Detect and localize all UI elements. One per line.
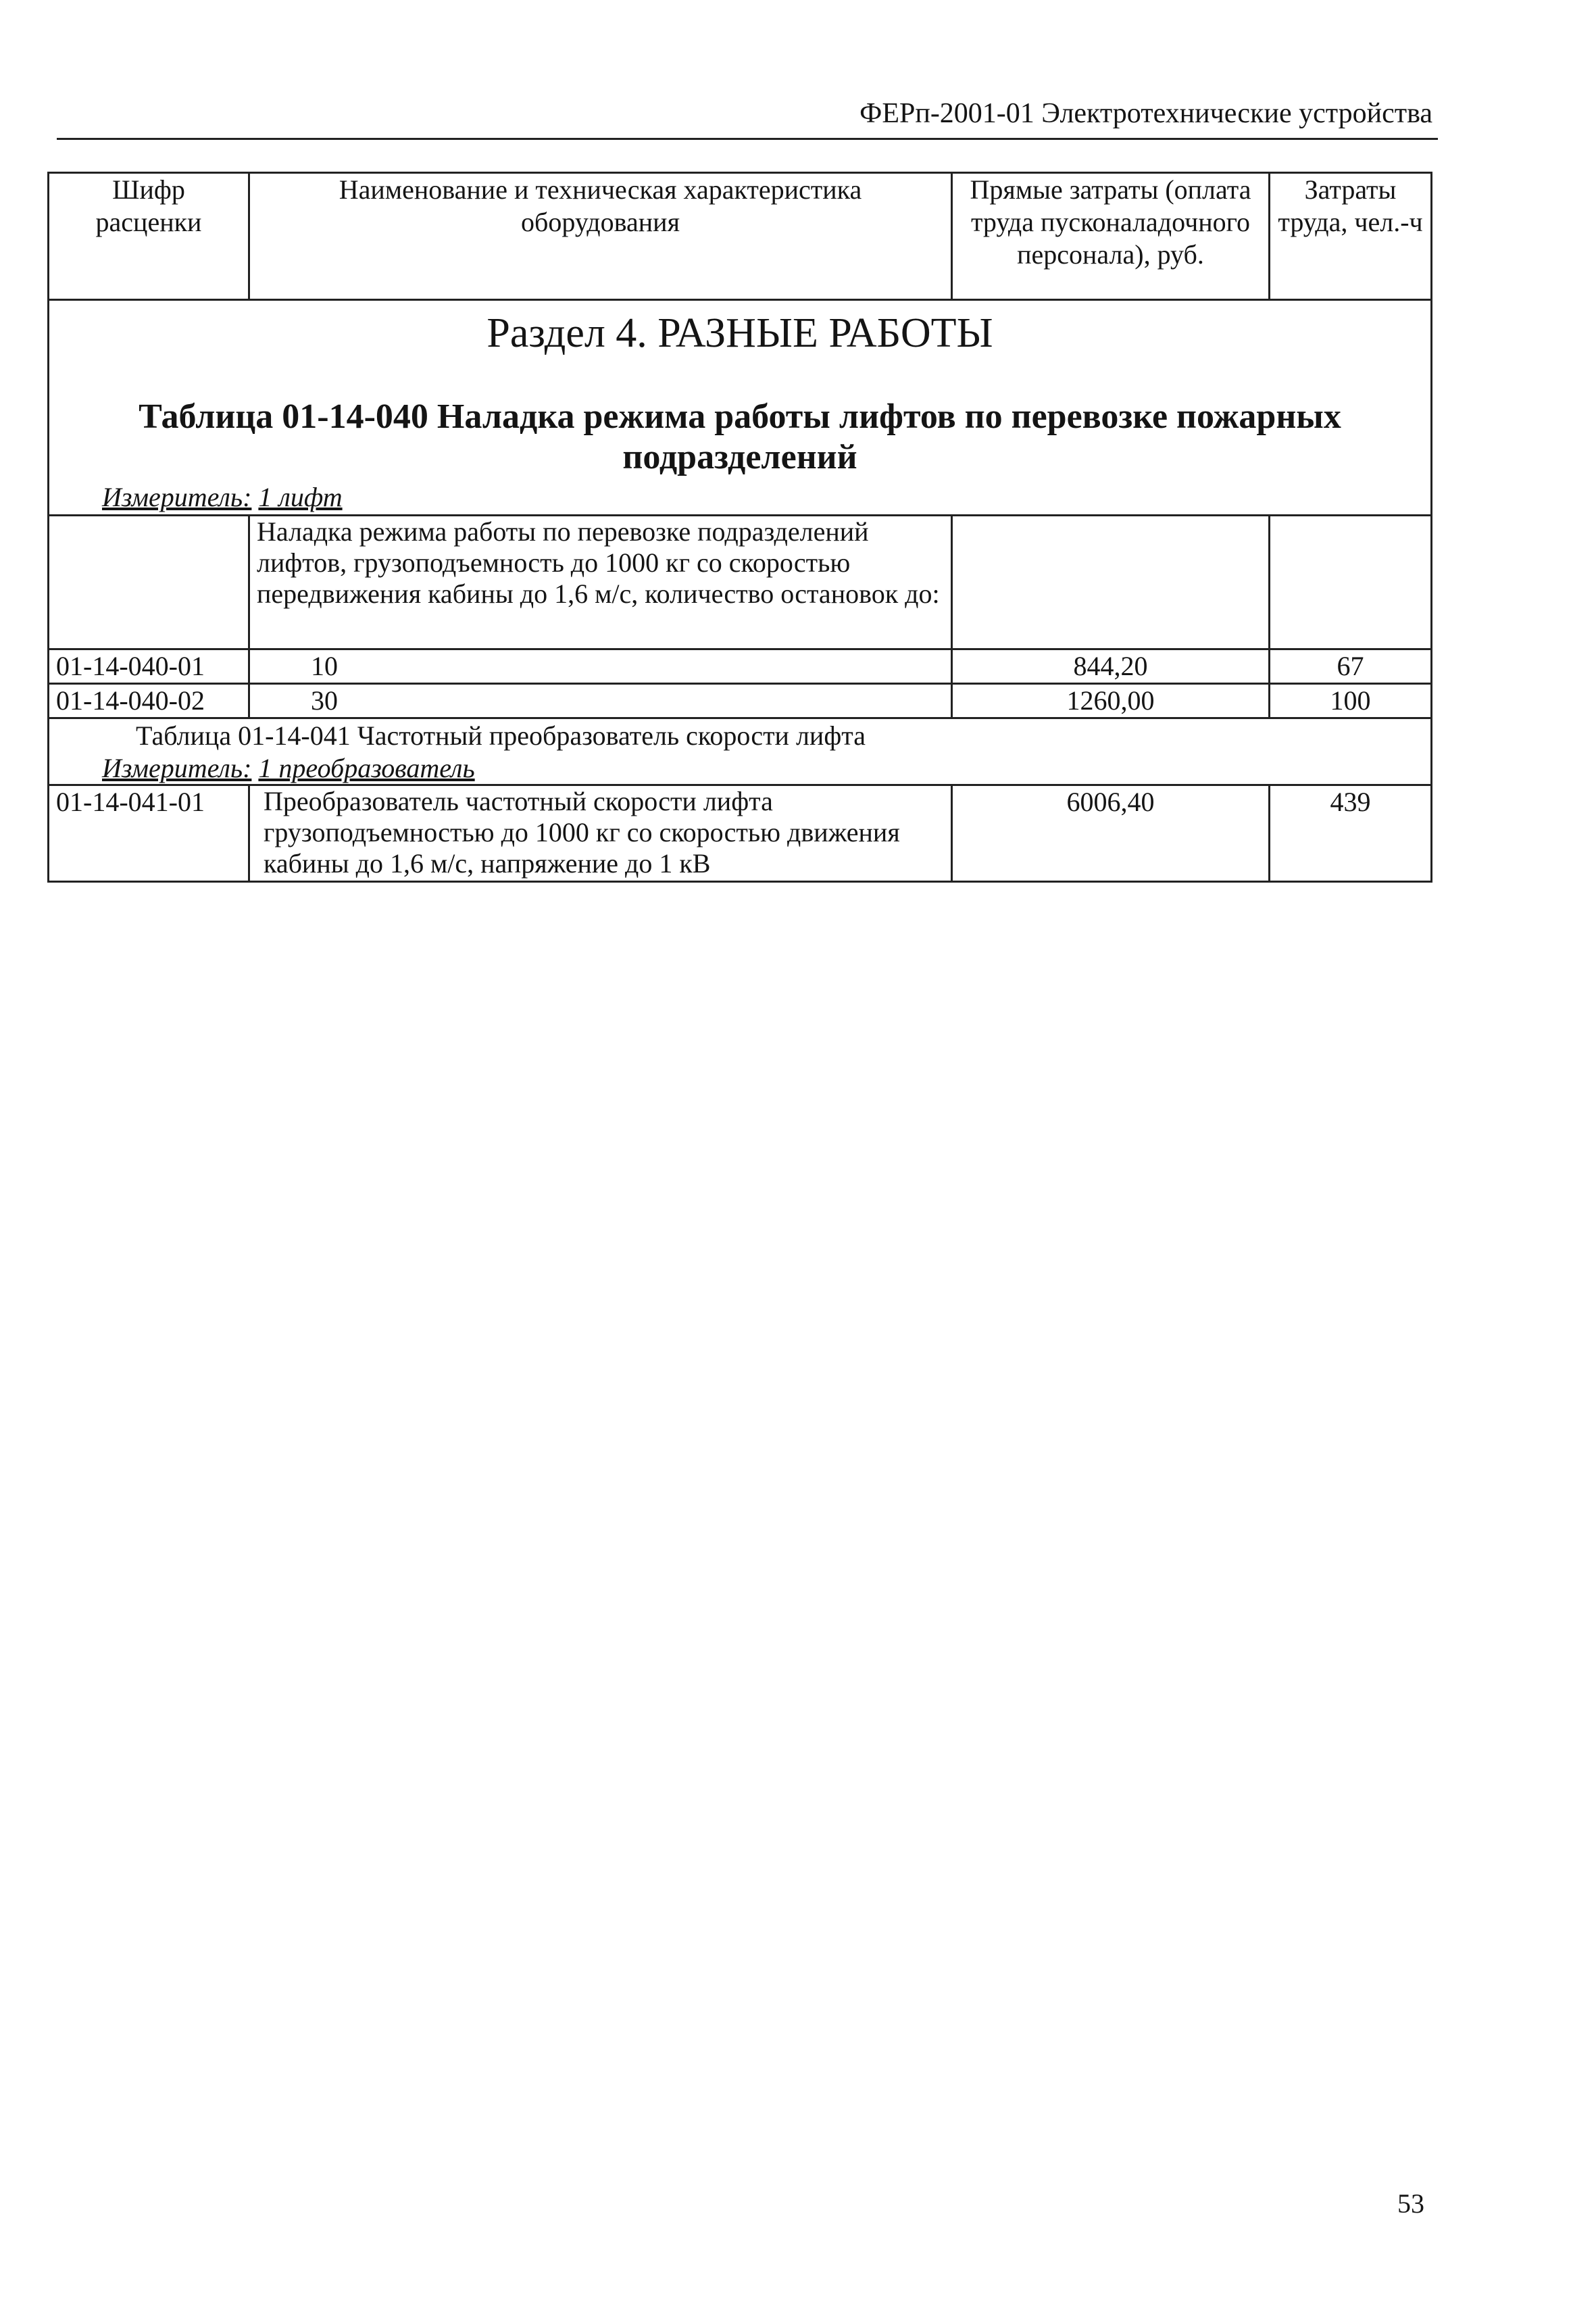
- subtable-title-row: [49, 718, 1432, 785]
- labor-cell: [1270, 516, 1432, 649]
- code-cell: 01-14-040-02: [49, 684, 249, 718]
- description-cell: [249, 516, 952, 649]
- measure-01-14-041: [49, 753, 1430, 784]
- column-header-code: Шифр расценки: [49, 173, 249, 300]
- code-cell: [49, 516, 249, 649]
- document-header: ФЕРп-2001-01 Электротехнические устройства: [859, 98, 1432, 129]
- name-cell: 30: [249, 684, 952, 718]
- name-cell: Преобразователь частотный скорости лифта грузоподъемностью до 1000 кг со скоростью движения кабины до 1,6 м/с, напряжение до 1 кВ: [249, 785, 952, 882]
- column-header-row: [49, 173, 1432, 300]
- page-number: 53: [1397, 2188, 1424, 2219]
- labor-cell: 439: [1270, 785, 1432, 882]
- name-cell: 10: [249, 649, 952, 684]
- measure-value: 1 лифт: [258, 482, 343, 512]
- table-row: [49, 684, 1432, 718]
- code-cell: 01-14-041-01: [49, 785, 249, 882]
- cost-cell: 6006,40: [952, 785, 1270, 882]
- cost-cell: 844,20: [952, 649, 1270, 684]
- table-title-01-14-041: Таблица 01-14-041 Частотный преобразователь скорости лифта: [136, 720, 866, 751]
- section-row: [49, 300, 1432, 516]
- description-text: Наладка режима работы по перевозке подразделений лифтов, грузоподъемность до 1000 кг со скоростью передвижения кабины до 1,6 м/с, количество остановок до:: [257, 516, 940, 609]
- measure-label: Измеритель:: [102, 482, 252, 512]
- header-rule: [57, 138, 1438, 140]
- rates-table: [47, 172, 1432, 883]
- table-row: [49, 649, 1432, 684]
- subtable-title-cell: [49, 718, 1432, 785]
- measure-value: 1 преобразователь: [258, 753, 475, 783]
- table-row: [49, 516, 1432, 649]
- column-header-name: Наименование и техническая характеристика оборудования: [249, 173, 952, 300]
- table-title-01-14-040: Таблица 01-14-040 Наладка режима работы лифтов по перевозке пожарных подразделений: [139, 397, 1341, 476]
- cost-cell: 1260,00: [952, 684, 1270, 718]
- table-row: [49, 785, 1432, 882]
- column-header-direct-costs: Прямые затраты (оплата труда пусконаладочного персонала), руб.: [952, 173, 1270, 300]
- labor-cell: 100: [1270, 684, 1432, 718]
- column-header-labor: Затраты труда, чел.-ч: [1270, 173, 1432, 300]
- measure-01-14-040: [49, 481, 1430, 514]
- section-cell: [49, 300, 1432, 516]
- measure-label: Измеритель:: [102, 753, 252, 783]
- cost-cell: [952, 516, 1270, 649]
- section-title: Раздел 4. РАЗНЫЕ РАБОТЫ: [487, 310, 993, 356]
- code-cell: 01-14-040-01: [49, 649, 249, 684]
- labor-cell: 67: [1270, 649, 1432, 684]
